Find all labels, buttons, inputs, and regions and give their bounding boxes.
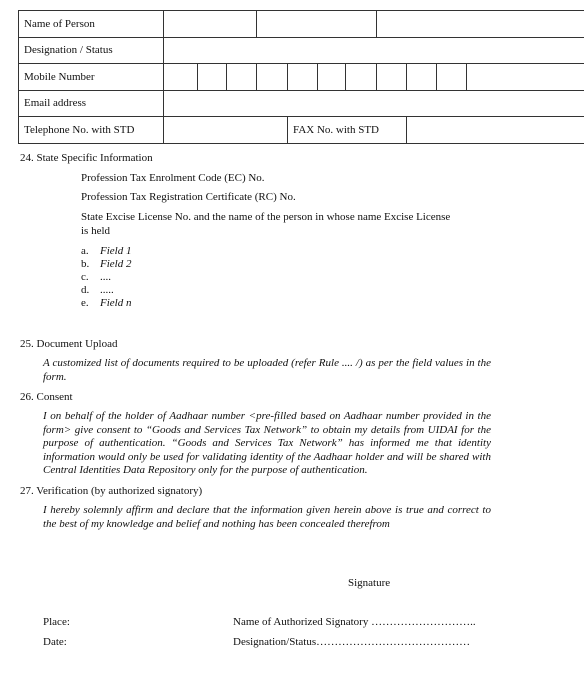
list-item bbox=[81, 297, 201, 311]
mobile-digit-box[interactable] bbox=[257, 64, 288, 91]
list-item-text: Field 1 bbox=[100, 245, 132, 257]
list-item bbox=[81, 271, 201, 285]
last-name-field[interactable] bbox=[377, 11, 584, 38]
verification-text: I hereby solemnly affirm and declare that the information given herein above is true and correct to the best of my knowledge and belief and nothing has been concealed therefrom bbox=[43, 504, 491, 530]
profession-tax-ec-label: Profession Tax Enrolment Code (EC) No. bbox=[81, 172, 265, 184]
middle-name-field[interactable] bbox=[257, 11, 377, 38]
label-name-of-person: Name of Person bbox=[19, 11, 164, 38]
section-26-heading: 26. Consent bbox=[20, 391, 73, 403]
date-label: Date: bbox=[43, 636, 67, 648]
consent-text: I on behalf of the holder of Aadhaar number <pre-filled based on Aadhaar number provided in the form> give consent to “Goods and Services Tax Network” to obtain my details from UIDAI for the purpose of authentication. “Goods and Services Tax Network” has informed me that identity information would only be used for validating identity of the Aadhaar holder and will be shared with Central Identities Data Repository only for the purpose of authentication. bbox=[43, 410, 491, 476]
list-item-letter: e. bbox=[81, 297, 89, 309]
email-field[interactable] bbox=[164, 90, 584, 117]
designation-status-label: Designation/Status…………………………………… bbox=[233, 636, 471, 648]
mobile-extra-box[interactable] bbox=[467, 64, 584, 91]
mobile-digit-box[interactable] bbox=[318, 64, 346, 91]
signature-label: Signature bbox=[348, 577, 391, 589]
label-mobile-number: Mobile Number bbox=[19, 64, 164, 91]
row-email bbox=[19, 90, 584, 117]
telephone-field[interactable] bbox=[164, 117, 288, 144]
fax-field[interactable] bbox=[407, 117, 584, 144]
list-item bbox=[81, 284, 201, 298]
label-designation-status: Designation / Status bbox=[19, 37, 164, 64]
place-label: Place: bbox=[43, 616, 70, 628]
profession-tax-rc-label: Profession Tax Registration Certificate (RC) No. bbox=[81, 191, 296, 203]
excise-license-label-line2: is held bbox=[81, 225, 111, 237]
row-name-of-person bbox=[19, 11, 584, 38]
document-upload-text: A customized list of documents required to be uploaded (refer Rule .... /) as per the field values in the form. bbox=[43, 357, 491, 383]
mobile-digit-box[interactable] bbox=[437, 64, 467, 91]
mobile-digit-box[interactable] bbox=[198, 64, 227, 91]
list-item-text: .... bbox=[100, 271, 111, 283]
section-27-heading: 27. Verification (by authorized signatory) bbox=[20, 485, 203, 497]
list-item bbox=[81, 258, 201, 272]
first-name-field[interactable] bbox=[164, 11, 257, 38]
mobile-digit-box[interactable] bbox=[288, 64, 318, 91]
list-item-text: Field n bbox=[100, 297, 132, 309]
designation-field[interactable] bbox=[164, 37, 584, 64]
row-mobile bbox=[19, 64, 584, 91]
list-item-letter: d. bbox=[81, 284, 90, 296]
mobile-digit-box[interactable] bbox=[227, 64, 257, 91]
applicant-details-table bbox=[18, 10, 584, 144]
mobile-digit-box[interactable] bbox=[346, 64, 377, 91]
label-telephone-std: Telephone No. with STD bbox=[19, 117, 164, 144]
mobile-digit-box[interactable] bbox=[164, 64, 198, 91]
list-item-letter: c. bbox=[81, 271, 89, 283]
excise-license-label-line1: State Excise License No. and the name of the person in whose name Excise License bbox=[81, 211, 451, 223]
list-item bbox=[81, 245, 201, 259]
authorized-signatory-name-label: Name of Authorized Signatory ……………………….. bbox=[233, 616, 476, 628]
list-item-letter: a. bbox=[81, 245, 89, 257]
section-24-heading: 24. State Specific Information bbox=[20, 152, 153, 164]
label-email-address: Email address bbox=[19, 90, 164, 117]
list-item-letter: b. bbox=[81, 258, 90, 270]
mobile-digit-box[interactable] bbox=[407, 64, 437, 91]
row-telephone-fax bbox=[19, 117, 584, 144]
label-fax-std: FAX No. with STD bbox=[288, 117, 407, 144]
section-25-heading: 25. Document Upload bbox=[20, 338, 118, 350]
mobile-digit-box[interactable] bbox=[377, 64, 407, 91]
list-item-text: Field 2 bbox=[100, 258, 132, 270]
row-designation bbox=[19, 37, 584, 64]
list-item-text: ..... bbox=[100, 284, 114, 296]
